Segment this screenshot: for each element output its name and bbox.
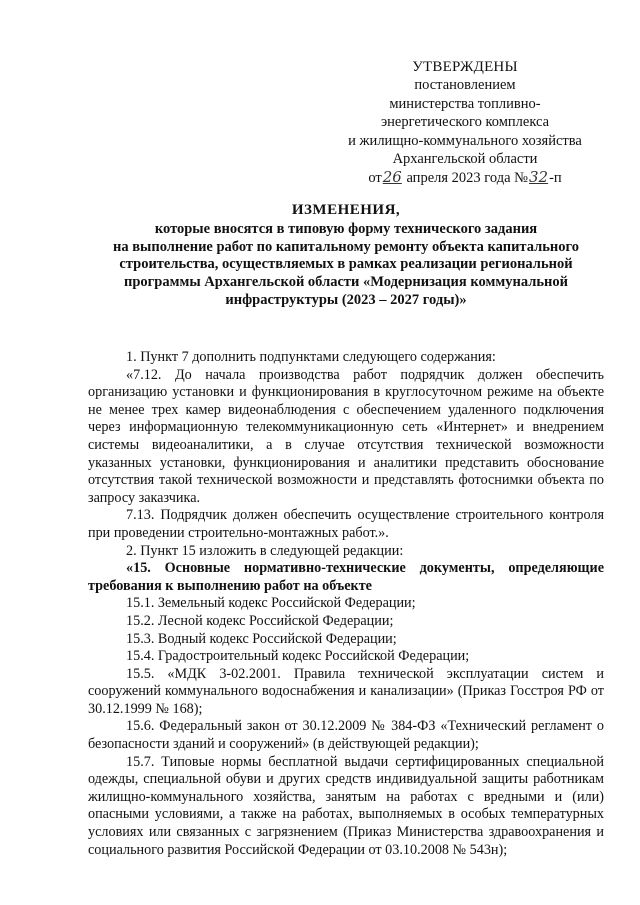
body-paragraph: 15.3. Водный кодекс Российской Федерации; (126, 630, 397, 647)
body-paragraph: 15.6. Федеральный закон от 30.12.2009 № 384-ФЗ «Технический регламент о безопасности зданий и сооружений» (в действующей редакции); (88, 718, 604, 753)
body-paragraph: «15. Основные нормативно-технические документы, определяющие требования к выполнению работ на объекте (88, 560, 604, 594)
document-heading (88, 202, 604, 310)
heading-line: которые вносятся в типовую форму технического задания (154, 220, 538, 237)
approval-line: энергетического комплекса (380, 114, 550, 131)
date-prefix: от (368, 170, 382, 187)
body-paragraph: 15.7. Типовые нормы бесплатной выдачи сертифицированных специальной одежды, специальной обуви и других средств индивидуальной защиты работникам жилищно-коммунального хозяйства, занятым на работах с вредными и (или) опасными условиями, а также на работах, выполняемых в особых температурных условиях или связанных с загрязнением (Приказ Министерства здравоохранения и социального развития Российской Федерации от 03.10.2008 № 543н); (88, 753, 604, 858)
heading-line: на выполнение работ по капитальному ремонту объекта капитального (113, 238, 579, 255)
heading-line: инфраструктуры (2023 – 2027 годы)» (225, 291, 467, 308)
heading-line: программы Архангельской области «Модернизация коммунальной (124, 274, 568, 291)
body-paragraph: 1. Пункт 7 дополнить подпунктами следующего содержания: (126, 349, 496, 365)
body-paragraph: 15.2. Лесной кодекс Российской Федерации; (126, 612, 394, 629)
date-month-year: апреля 2023 года № (402, 170, 528, 187)
body-paragraph: 15.1. Земельный кодекс Российской Федерации; (126, 595, 416, 612)
approval-line: министерства топливно- (389, 95, 541, 112)
approval-line: постановлением (414, 77, 516, 94)
approval-date-line (300, 168, 630, 187)
approval-line: Архангельской области (392, 151, 538, 168)
body-paragraph: 15.5. «МДК 3-02.2001. Правила технической эксплуатации систем и сооружений коммунального водоснабжения и канализации» (Приказ Госстроя РФ от 30.12.1999 № 168); (88, 665, 604, 717)
approval-block (300, 58, 630, 188)
approval-line: и жилищно-коммунального хозяйства (348, 132, 582, 149)
body-paragraph: 15.4. Градостроительный кодекс Российской Федерации; (126, 648, 470, 665)
heading-line: строительства, осуществляемых в рамках реализации региональной (119, 256, 573, 273)
heading-title: ИЗМЕНЕНИЯ, (291, 202, 401, 218)
body-paragraph: 7.13. Подрядчик должен обеспечить осуществление строительного контроля при проведении строительно-монтажных работ.». (88, 507, 604, 541)
number-suffix: -п (549, 170, 562, 187)
approval-title: УТВЕРЖДЕНЫ (412, 59, 518, 75)
body-paragraph: «7.12. До начала производства работ подрядчик должен обеспечить организацию установки и функционирования в круглосуточном режиме на объекте не менее трех камер видеонаблюдения с обеспечением удаленного подключения через информационную телекоммуникационную сеть «Интернет» и внедрением системы видеоаналитики, а в случае отсутствия технической возможности указанных установки, функционирования и аналитики представить обоснование отсутствия такой технической возможности и представлять фотоснимки объекта по запросу заказчика. (88, 366, 604, 506)
document-body (88, 349, 604, 859)
body-paragraph: 2. Пункт 15 изложить в следующей редакции: (126, 542, 404, 559)
handwritten-day: 26 (382, 168, 402, 187)
handwritten-number: 32 (528, 168, 549, 187)
